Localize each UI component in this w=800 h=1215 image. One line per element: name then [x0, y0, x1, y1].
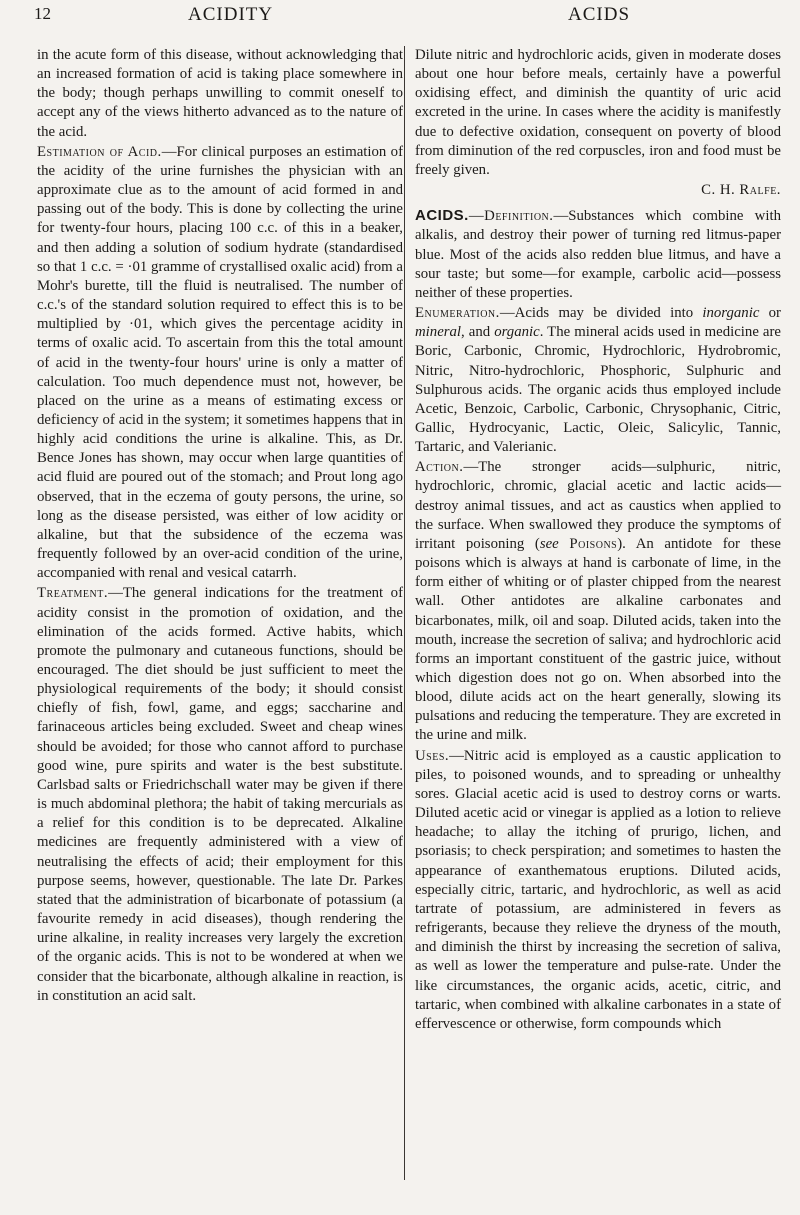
uses-body: —Nitric acid is employed as a caustic application to piles, to poisoned wounds, and to spreading or unhealthy sores. Glacial acetic acid is used to destroy corns or warts. Diluted acetic acid or vinegar is applied as a lotion to relieve headache; to allay the itching of prurigo, lichen, and psoriasis; to check perspiration; and sometimes to hasten the appearance of exanthematous eruptions. Diluted acids, especially citric, tartaric, and hydrochloric, as well as acid tartrate of potassium, are administered in fevers as refrigerants, because they relieve the dryness of the mouth, and diminish the thirst by increasing the secretion of saliva, as well as lower the temperature and pulse-rate. Under the like circumstances, the organic acids, acetic, citric, and tartaric, when combined with alkaline carbonates in a state of effervescence or otherwise, form compounds which	[415, 747, 781, 1032]
paragraph-dilute-acids: Dilute nitric and hydrochloric acids, given in moderate doses about one hour before meals, certainly have a powerful oxidising effect, and diminish the quantity of uric acid excreted in the urine. In cases where the acidity is manifestly due to defective oxidation, consequent on poverty of blood from diminution of the red corpuscles, iron and food must be freely given.	[415, 47, 781, 178]
heading-uses: Uses.	[415, 747, 450, 764]
enumeration-text: . The mineral acids used in medicine are Boric, Carbonic, Chromic, Hydrochloric, Hydrobromic, Nitric, Nitro-hydrochloric, Phosphoric, Sulphuric and Sulphurous acids. The organic acids thus employed include Acetic, Benzoic, Carbolic, Carbonic, Chrysophanic, Citric, Gallic, Hydrocyanic, Lactic, Oleic, Salicylic, Tannic, Tartaric, and Valerianic.	[415, 324, 781, 456]
term-mineral: mineral	[415, 324, 462, 341]
heading-enumeration: Enumeration.	[415, 305, 500, 322]
left-column	[37, 46, 403, 1006]
page-number: 12	[34, 4, 51, 23]
action-text: ). An antidote for these poisons which is always at hand is carbonate of lime, in the form either of whiting or of plaster chipped from the nearest wall. Other antidotes are alkaline carbonates and bicarbonates, milk, oil and soap. Diluted acids, taken into the mouth, increase the secretion of saliva; and hydrochloric acid forms an important constituent of the gastric juice, without which digestion does not go on. When absorbed into the blood, dilute acids act on the heart generally, slowing its pulsations and reducing the temperature. They are excreted in the urine and milk.	[415, 535, 782, 744]
heading-treatment: Treatment.	[37, 585, 109, 602]
entry-title-acids: ACIDS.	[415, 207, 469, 225]
cross-reference-poisons: Poisons	[569, 535, 618, 552]
paragraph-uses	[415, 747, 781, 1034]
right-running-head: ACIDS	[568, 4, 631, 25]
cross-reference-see: see	[539, 535, 559, 552]
enumeration-text: —Acids may be divided into	[499, 305, 703, 322]
enumeration-text: or	[759, 305, 781, 322]
term-organic: organic	[494, 324, 540, 341]
treatment-body: —The general indications for the treatment of acidity consist in the promotion of oxidation, and the elimination of the acids formed. Active habits, which promote the pulmonary and cutaneous functions, should be encouraged. The diet should be just sufficient to meet the physiological requirements of the body; it should consist chiefly of fish, fowl, game, and eggs; saccharine and farinaceous articles being excluded. Sweet and cheap wines should be avoided; for those who cannot afford to purchase good wine, pure spirits and water is the best substitute. Carlsbad salts or Friedrichschall water may be given if there is much abdominal plethora; the habit of taking mercurials as a relief for this condition is to be deprecated. Alkaline medicines are frequently administered with a view of neutralising the effects of acid; their employment for this purpose seems, however, questionable. The late Dr. Parkes stated that the administration of bicarbonate of potassium (a favourite remedy in acid diseases), though rendering the urine alkaline, in reality increases very largely the excretion of the organic acids. This is not to be wondered at when we consider that the bicarbonate, although alkaline in reaction, is in constitution an acid salt.	[37, 585, 403, 1004]
paragraph-acids-definition	[415, 206, 781, 303]
heading-estimation-of-acid: Estimation of Acid.	[37, 143, 162, 160]
paragraph-estimation	[37, 143, 403, 584]
paragraph-enumeration	[415, 304, 781, 457]
right-column	[415, 46, 781, 1034]
paragraph-treatment	[37, 584, 403, 1005]
action-text: —The stronger acids—sulphuric, nitric, hydrochloric, chromic, glacial acetic and lactic acids—destroy animal tissues, and act as caustics when applied to the surface. When swallowed they produce the symptoms of irritant poisoning (	[415, 459, 781, 552]
left-running-head: ACIDITY	[188, 4, 274, 25]
estimation-body: —For clinical purposes an estimation of the acidity of the urine furnishes the physician with an approximate clue as to the amount of acid formed in and passing out of the body. This is done by collecting the urine for twenty-four hours, placing 100 c.c. of this in a beaker, and then adding a solution of sodium hydrate (standardised so that 1 c.c. = ·01 gramme of crystallised oxalic acid) from a Mohr's burette, till the fluid is neutralised. The number of c.c.'s of the standard solution required to effect this is to be multiplied by ·01, which gives the percentage acidity in terms of oxalic acid. To ascertain from this the total amount of acid in the twenty-four hours' urine is only a matter of calculation. Too much dependence must not, however, be placed on the urine as a means of estimating excess or deficiency of acid in the system; it sometimes happens that in highly acid conditions the urine is alkaline. This, as Dr. Bence Jones has shown, may occur when large quantities of acid fluid are poured out of the stomach; and Prout long ago observed, that in the eczema of gouty persons, the urine, so long as the disease persisted, was either of low acidity or alkaline, but that the subsidence of the eczema was frequently followed by an over-acid condition of the urine, accompanied with renal and vesical catarrh.	[37, 143, 403, 582]
paragraph-action	[415, 458, 781, 745]
column-divider	[404, 46, 405, 1180]
enumeration-text: , and	[461, 324, 495, 341]
heading-action: Action.	[415, 459, 464, 476]
running-header	[0, 4, 800, 28]
paragraph-acute-form: in the acute form of this disease, without acknowledging that an increased formation of acid is taking place somewhere in the body; though perhaps unwilling to commit oneself to accept any of the views hitherto advanced as to the nature of the acid.	[37, 47, 403, 140]
heading-definition: —Definition.	[468, 208, 554, 225]
term-inorganic: inorganic	[702, 305, 760, 322]
author-signature: C. H. Ralfe.	[701, 182, 781, 199]
definition-body: —Substances which combine with alkalis, and destroy their power of turning red litmus-paper blue. Most of the acids also redden blue litmus, and have a sour taste; but some—for example, carbolic acid—possess neither of these properties.	[415, 208, 781, 301]
